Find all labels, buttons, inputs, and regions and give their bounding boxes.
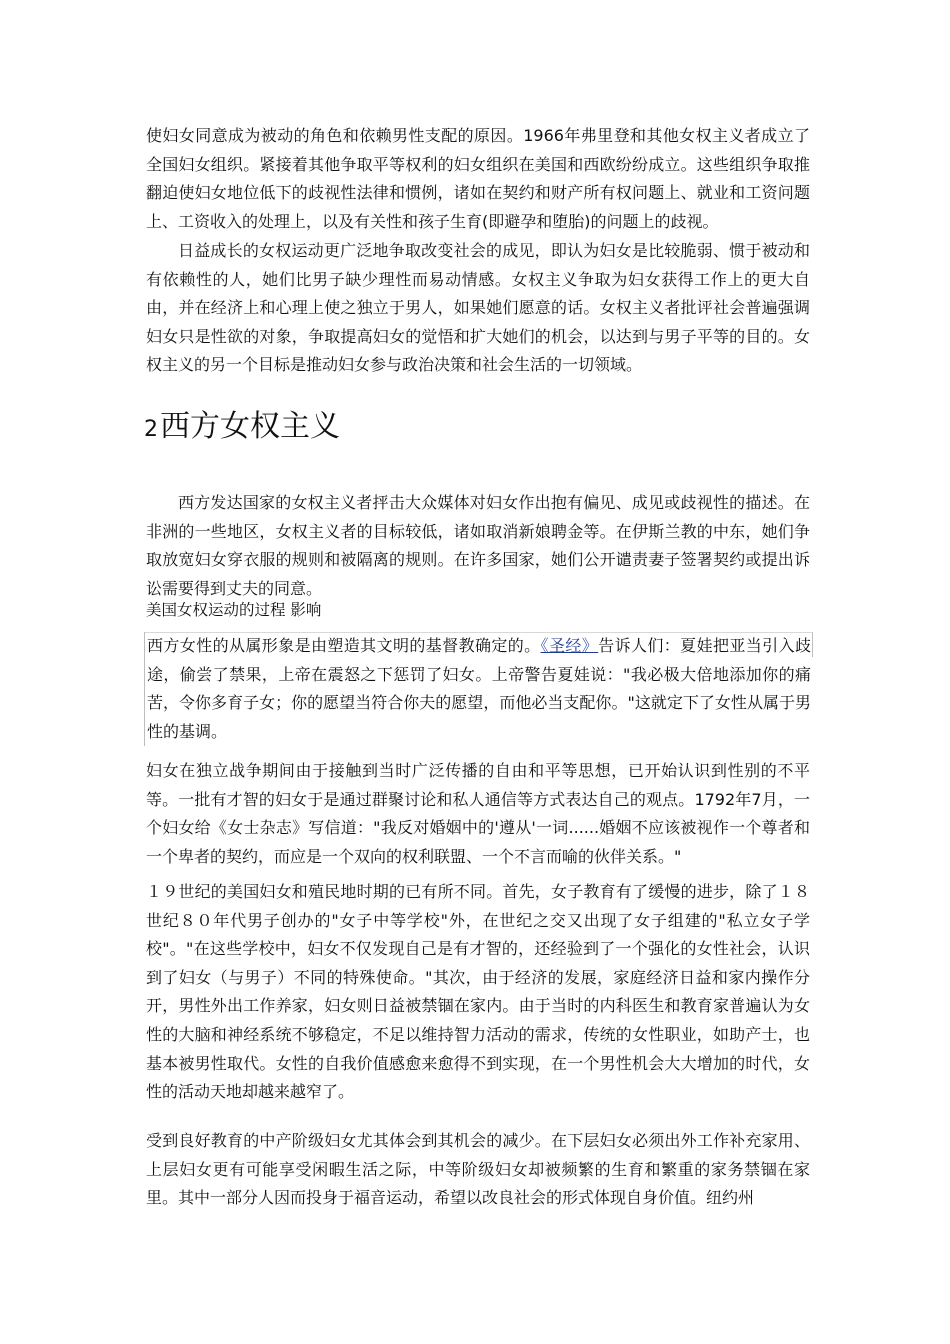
subtitle: 美国女权运动的过程 影响 [146,601,322,619]
paragraph-2: 日益成长的女权运动更广泛地争取改变社会的成见，即认为妇女是比较脆弱、惯于被动和有依赖性的人，她们比男子缺少理性而易动情感。女权主义争取为妇女获得工作上的更大自由，并在经济上和心理上使之独立于男人，如果她们愿意的话。女权主义者批评社会普遍强调妇女只是性欲的对象，争取提高妇女的觉悟和扩大她们的机会，以达到与男子平等的目的。女权主义的另一个目标是推动妇女参与政治决策和社会生活的一切领域。 [146,241,810,375]
paragraph-3: 西方发达国家的女权主义者抨击大众媒体对妇女作出抱有偏见、成见或歧视性的描述。在非洲的一些地区，女权主义者的目标较低，诸如取消新娘聘金等。在伊斯兰教的中东，她们争取放宽妇女穿衣服的规则和被隔离的规则。在许多国家，她们公开谴责妻子签署契约或提出诉讼需要得到丈夫的同意。 [146,493,810,598]
section-title: 西方女权主义 [160,409,340,444]
paragraph-4 [144,632,811,746]
bible-link[interactable]: 《圣经》 [540,636,599,655]
paragraph-7: 受到良好教育的中产阶级妇女尤其体会到其机会的减少。在下层妇女必须出外工作补充家用、上层妇女更有可能享受闲暇生活之际，中等阶级妇女却被频繁的生育和繁重的家务禁锢在家里。其中一部分人因而投身于福音运动，希望以改良社会的形式体现自身价值。纽约州 [146,1131,810,1208]
section-number: 2 [144,417,158,442]
paragraph-5: 妇女在独立战争期间由于接触到当时广泛传播的自由和平等思想，已开始认识到性别的不平等。一批有才智的妇女于是通过群聚讨论和私人通信等方式表达自己的观点。1792年7月，一个妇女给《女士杂志》写信道："我反对婚姻中的'遵从'一词......婚姻不应该被视作一个尊者和一个卑者的契约，而应是一个双向的权利联盟、一个不言而喻的伙伴关系。" [146,761,810,866]
section-heading [144,405,340,452]
paragraph-6: １９世纪的美国妇女和殖民地时期的已有所不同。首先，女子教育有了缓慢的进步，除了１８世纪８０年代男子创办的"女子中等学校"外，在世纪之交又出现了女子组建的"私立女子学校"。"在这些学校中，妇女不仅发现自己是有才智的，还经验到了一个强化的女性社会，认识到了妇女（与男子）不同的特殊使命。"其次，由于经济的发展，家庭经济日益和家内操作分开，男性外出工作养家，妇女则日益被禁锢在家内。由于当时的内科医生和教育家普遍认为女性的大脑和神经系统不够稳定，不足以维持智力活动的需求，传统的女性职业，如助产士，也基本被男性取代。女性的自我价值感愈来愈得不到实现，在一个男性机会大大增加的时代，女性的活动天地却越来越窄了。 [146,882,810,1102]
paragraph-1: 使妇女同意成为被动的角色和依赖男性支配的原因。1966年弗里登和其他女权主义者成立了全国妇女组织。紧接着其他争取平等权利的妇女组织在美国和西欧纷纷成立。这些组织争取推翻迫使妇女地位低下的歧视性法律和惯例，诸如在契约和财产所有权问题上、就业和工资问题上、工资收入的处理上，以及有关性和孩子生育(即避孕和堕胎)的问题上的歧视。 [146,126,810,231]
paragraph-4-end: 告诉人们：夏娃把亚当引入歧途，偷尝了禁果，上帝在震怒之下惩罚了妇女。上帝警告夏娃说："我必极大倍地添加你的痛苦，令你多育子女；你的愿望当符合你夫的愿望，而他必当支配你。"这就定下了女性从属于男性的基调。 [147,636,811,741]
paragraph-4-start: 西方女性的从属形象是由塑造其文明的基督教确定的。 [147,636,541,655]
